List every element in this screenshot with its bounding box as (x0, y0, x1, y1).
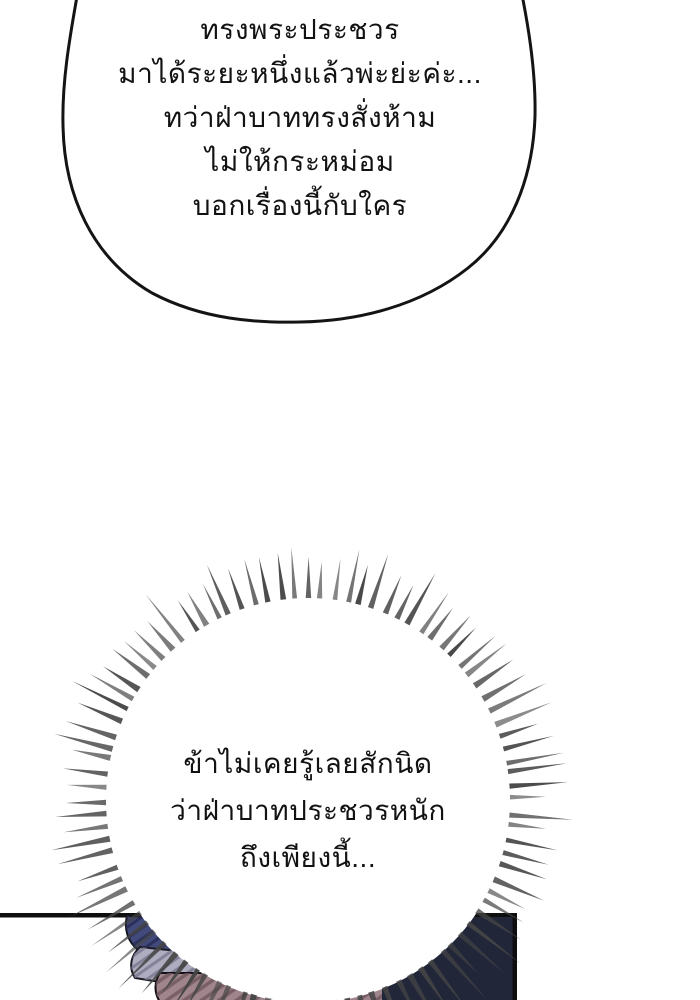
burst-bubble-line-1: ข้าไม่เคยรู้เลยสักนิด (183, 748, 433, 779)
top-bubble-line-5: บอกเรื่องนี้กับใคร (192, 190, 408, 221)
top-bubble-text (70, 8, 530, 228)
burst-bubble-line-3: ถึงเพียงนี้... (239, 842, 377, 873)
panel-right-border (513, 913, 518, 1000)
top-bubble-line-4: ไม่ให้กระหม่อม (205, 146, 395, 177)
top-bubble-line-1: ทรงพระประชวร (200, 14, 400, 45)
top-bubble-line-3: ทว่าฝ่าบาททรงสั่งห้าม (163, 102, 437, 133)
top-bubble-line-2: มาได้ระยะหนึ่งแล้วพ่ะย่ะค่ะ... (118, 58, 482, 89)
burst-bubble-text (118, 740, 498, 881)
burst-bubble-line-2: ว่าฝ่าบาทประชวรหนัก (170, 795, 446, 826)
